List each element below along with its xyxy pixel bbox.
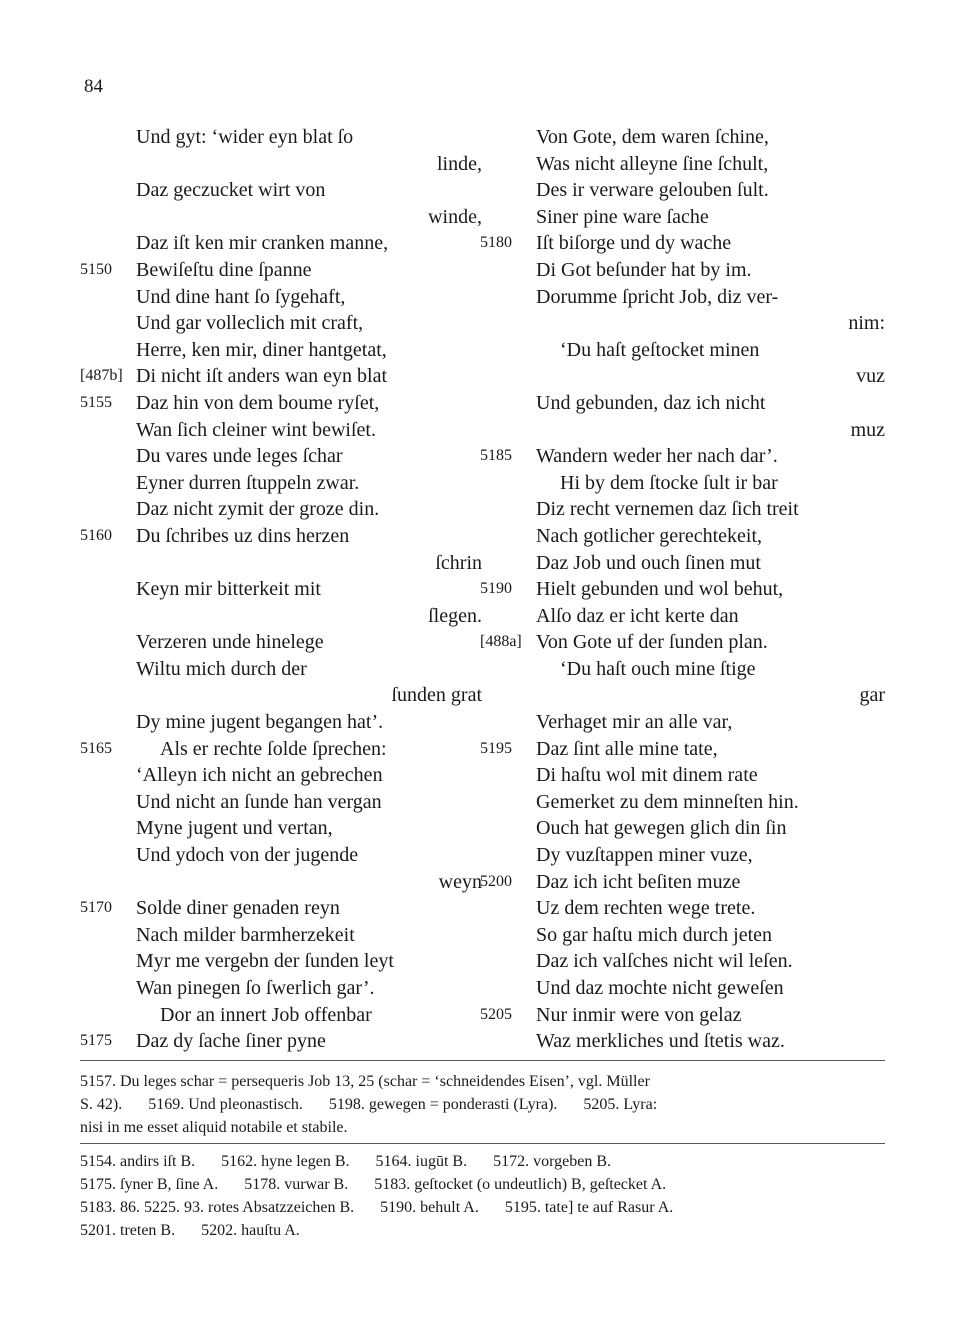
verse-text: Eyner durren ſtuppeln zwar. [136,471,360,494]
line-number: 5180 [480,234,512,252]
note-entry: nisi in me esset aliquid notabile et stabile. [80,1119,348,1136]
line-number: 5160 [80,526,112,544]
verse-line [480,682,885,709]
verse-line [480,363,885,390]
verse-line [80,230,490,257]
verse-line [480,204,885,231]
verse-line [480,151,885,178]
note-entry: 5198. gewegen = ponderasti (Lyra). [328,1096,558,1113]
verse-text: Verzeren unde hinelege [136,631,324,654]
right-column [480,124,885,1055]
verse-line [480,124,885,151]
verse-line [480,948,885,975]
verse-line [480,1028,885,1055]
verse-line [480,922,885,949]
line-number: [488a] [480,633,522,651]
verse-text: Myr me vergebn der ſunden leyt [136,950,394,973]
verse-text: Iſt biſorge und dy wache [536,232,732,255]
verse-text: Daz ſint alle mine tate, [536,737,718,760]
verse-text: Und dine hant ſo ſygehaft, [136,285,346,308]
verse-text: Du ſchribes uz dins herzen [136,524,350,547]
verse-text: Daz dy ſache ſiner pyne [136,1030,326,1053]
verse-text: Dy vuzſtappen miner vuze, [536,844,753,867]
verse-line [80,1002,490,1029]
verse-text: Herre, ken mir, diner hantgetat, [136,338,387,361]
verse-line [80,390,490,417]
verse-line [80,603,490,630]
verse-line [480,603,885,630]
verse-line [80,284,490,311]
verse-line [480,550,885,577]
verse-line [80,576,490,603]
verse-text: weyn [438,870,482,893]
verse-line [80,682,490,709]
verse-text: gar [859,684,885,707]
note-line [80,1150,885,1173]
verse-line [480,736,885,763]
line-number: 5150 [80,260,112,278]
note-entry: S. 42). [80,1096,123,1113]
line-number: 5165 [80,739,112,757]
verse-text: ſunden grat [391,684,482,707]
verse-text: Keyn mir bitterkeit mit [136,578,321,601]
notes-divider-top [80,1060,885,1061]
verse-text: linde, [437,152,482,175]
line-number: [487b] [80,367,123,385]
verse-line [480,523,885,550]
note-line [80,1070,885,1093]
page-number: 84 [84,76,103,97]
verse-text: Von Gote, dem waren ſchine, [536,126,769,148]
verse-line [80,443,490,470]
note-entry: 5183. geſtocket (o undeutlich) B, geſtecket A. [374,1176,667,1193]
verse-text: ſlegen. [428,604,482,627]
note-entry: 5190. behult A. [380,1199,479,1216]
verse-text: Und ydoch von der jugende [136,844,359,867]
verse-text: Und gebunden, daz ich nicht [536,391,766,414]
verse-text: Daz geczucket wirt von [136,179,326,202]
verse-line [80,948,490,975]
verse-text: Verhaget mir an alle var, [536,711,733,734]
note-line [80,1196,885,1219]
note-entry: 5175. ſyner B, ſine A. [80,1176,219,1193]
verse-line [80,257,490,284]
line-number: 5195 [480,739,512,757]
note-entry: 5169. Und pleonastisch. [148,1096,303,1113]
verse-text: Solde diner genaden reyn [136,897,340,920]
notes-variants [80,1150,885,1242]
verse-text: ſchrin [435,551,482,574]
verse-text: Waz merkliches und ſtetis waz. [536,1030,785,1053]
verse-text: Nur inmir were von gelaz [536,1003,742,1026]
verse-text: ‘Du haſt ouch mine ſtige [560,657,756,680]
note-entry: 5157. Du leges schar = persequeris Job 13, 25 (schar = ‘schneidendes Eisen’, vgl. Müller [80,1073,650,1090]
line-number: 5155 [80,393,112,411]
verse-line [480,815,885,842]
verse-text: Und nicht an ſunde han vergan [136,790,382,813]
verse-line [80,869,490,896]
notes-commentary [80,1070,885,1139]
verse-line [80,736,490,763]
verse-line [80,550,490,577]
verse-line [480,337,885,364]
verse-text: muz [850,418,885,441]
verse-line [80,124,490,151]
left-column [80,124,490,1055]
verse-text: Daz Job und ouch ſinen mut [536,551,761,574]
note-entry: 5195. tate] te auf Rasur A. [504,1199,674,1216]
notes-divider-bottom [80,1143,885,1144]
verse-line [80,895,490,922]
verse-line [480,629,885,656]
verse-text: Nach gotlicher gerechtekeit, [536,524,762,547]
verse-line [480,709,885,736]
verse-line [80,177,490,204]
verse-text: Daz nicht zymit der groze din. [136,498,380,521]
verse-line [80,496,490,523]
verse-text: Dor an innert Job offenbar [160,1003,372,1026]
verse-line [480,895,885,922]
verse-line [480,576,885,603]
line-number: 5170 [80,899,112,917]
verse-line [80,1028,490,1055]
verse-text: ‘Du haſt geſtocket minen [560,338,760,361]
verse-text: Und gar volleclich mit craft, [136,312,364,335]
verse-text: nim: [848,312,885,335]
verse-text: Nach milder barmherzekeit [136,923,355,946]
note-entry: 5164. iugūt B. [375,1153,468,1170]
verse-line [480,390,885,417]
verse-line [480,496,885,523]
verse-line [80,417,490,444]
verse-line [480,177,885,204]
verse-line [80,922,490,949]
verse-text: So gar haſtu mich durch jeten [536,923,773,946]
line-number: 5190 [480,580,512,598]
verse-line [480,975,885,1002]
verse-line [480,417,885,444]
note-line [80,1219,885,1242]
note-entry: 5183. 86. 5225. 93. rotes Absatzzeichen B. [80,1199,355,1216]
verse-text: Wiltu mich durch der [136,657,307,680]
verse-line [80,629,490,656]
verse-line [80,470,490,497]
verse-line [80,709,490,736]
verse-line [80,842,490,869]
verse-line [480,443,885,470]
verse-line [480,257,885,284]
note-line [80,1116,885,1139]
note-entry: 5201. treten B. [80,1222,176,1239]
verse-line [480,230,885,257]
verse-text: Uz dem rechten wege trete. [536,897,756,920]
verse-text: Di nicht iſt anders wan eyn blat [136,365,388,388]
verse-text: Als er rechte ſolde ſprechen: [160,737,387,760]
verse-text: ‘Alleyn ich nicht an gebrechen [136,764,383,787]
verse-text: Hi by dem ſtocke ſult ir bar [560,471,778,494]
verse-line [480,656,885,683]
verse-text: Dorumme ſpricht Job, diz ver- [536,285,779,308]
verse-text: Myne jugent und vertan, [136,817,333,840]
verse-text: Di haſtu wol mit dinem rate [536,764,758,787]
verse-text: Und gyt: ‘wider eyn blat ſo [136,126,354,148]
line-number: 5205 [480,1005,512,1023]
verse-text: vuz [856,365,885,388]
verse-line [80,523,490,550]
note-entry: 5205. Lyra: [583,1096,658,1113]
verse-line [480,789,885,816]
verse-line [80,815,490,842]
note-entry: 5172. vorgeben B. [493,1153,612,1170]
verse-text: Daz hin von dem boume ryſet, [136,391,380,414]
verse-line [80,762,490,789]
line-number: 5175 [80,1032,112,1050]
verse-text: Des ir verware gelouben ſult. [536,179,769,202]
verse-text: Wan pinegen ſo ſwerlich gar’. [136,977,375,999]
note-entry: 5202. hauſtu A. [201,1222,300,1239]
verse-line [80,151,490,178]
verse-text: Was nicht alleyne ſine ſchult, [536,152,769,175]
verse-line [480,1002,885,1029]
line-number: 5185 [480,447,512,465]
note-line [80,1093,885,1116]
line-number: 5200 [480,872,512,890]
verse-text: Di Got beſunder hat by im. [536,258,752,281]
verse-line [80,789,490,816]
note-line [80,1173,885,1196]
verse-text: Alſo daz er icht kerte dan [536,604,739,627]
verse-line [80,363,490,390]
verse-text: Wan ſich cleiner wint bewiſet. [136,418,376,441]
verse-line [80,975,490,1002]
verse-line [80,204,490,231]
verse-text: Du vares unde leges ſchar [136,445,343,468]
verse-text: Daz ich valſches nicht wil leſen. [536,950,793,973]
note-entry: 5178. vurwar B. [244,1176,349,1193]
verse-text: Und daz mochte nicht geweſen [536,977,784,999]
note-entry: 5154. andirs iſt B. [80,1153,196,1170]
note-entry: 5162. hyne legen B. [221,1153,350,1170]
verse-line [480,762,885,789]
verse-text: Siner pine ware ſache [536,205,709,228]
verse-text: winde, [428,205,482,228]
verse-text: Diz recht vernemen daz ſich treit [536,498,799,521]
verse-line [80,337,490,364]
verse-text: Hielt gebunden und wol behut, [536,578,784,601]
verse-text: Ouch hat gewegen glich din ſin [536,817,787,840]
verse-text: Bewiſeſtu dine ſpanne [136,258,312,281]
verse-text: Von Gote uf der ſunden plan. [536,631,768,654]
verse-text: Daz ich icht beſiten muze [536,870,741,893]
verse-line [80,310,490,337]
verse-line [480,869,885,896]
verse-text: Wandern weder her nach dar’. [536,445,778,468]
verse-text: Daz iſt ken mir cranken manne, [136,232,389,255]
verse-line [480,842,885,869]
verse-line [80,656,490,683]
verse-line [480,310,885,337]
verse-text: Dy mine jugent begangen hat’. [136,711,384,734]
verse-line [480,470,885,497]
verse-line [480,284,885,311]
verse-text: Gemerket zu dem minneſten hin. [536,790,799,813]
